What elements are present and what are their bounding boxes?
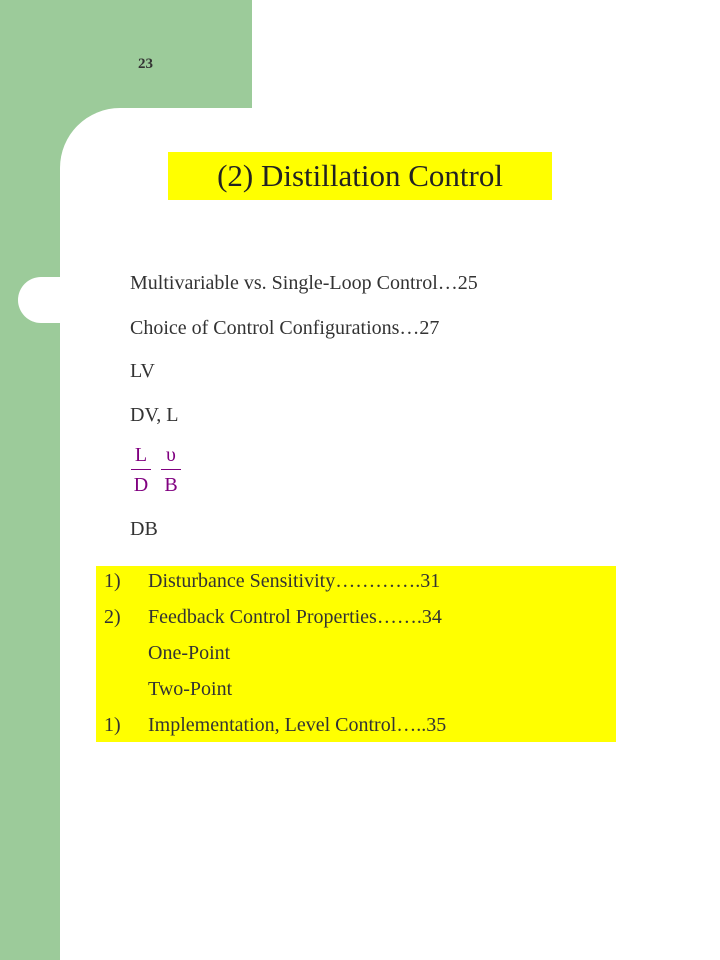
side-tab: [18, 277, 78, 323]
fraction-bar: [161, 469, 181, 470]
list-item-disturbance: Disturbance Sensitivity………….31: [148, 570, 441, 592]
sidebar-green-strip: [0, 0, 60, 960]
fraction-numerator-v: υ: [166, 444, 176, 466]
header-green-block: [0, 0, 252, 108]
fraction-numerator-l: L: [134, 444, 148, 466]
list-item-feedback: Feedback Control Properties…….34: [148, 606, 442, 628]
fraction-l-over-d: [130, 444, 152, 496]
page-number: 23: [138, 56, 153, 72]
list-item-number: 1): [104, 570, 121, 592]
fraction-denominator-d: D: [133, 474, 149, 496]
list-item-two-point: Two-Point: [148, 678, 233, 700]
outline-item-configurations: Choice of Control Configurations…27: [130, 317, 440, 339]
outline-item-db: DB: [130, 518, 158, 540]
fraction-denominator-b: B: [164, 474, 178, 496]
outline-item-lv: LV: [130, 360, 155, 382]
title-banner: [168, 152, 552, 200]
content-panel-corner: [60, 108, 180, 228]
highlight-list-box: [96, 566, 616, 742]
slide-title: (2) Distillation Control: [217, 158, 503, 193]
ratio-fractions: [130, 444, 182, 496]
outline-item-dv-l: DV, L: [130, 404, 179, 426]
list-item-one-point: One-Point: [148, 642, 231, 664]
list-item-number: 1): [104, 714, 121, 736]
list-item-implementation: Implementation, Level Control…..35: [148, 714, 447, 736]
outline-item-multivariable: Multivariable vs. Single-Loop Control…25: [130, 272, 478, 294]
fraction-bar: [131, 469, 151, 470]
fraction-v-over-b: [160, 444, 182, 496]
list-item-number: 2): [104, 606, 121, 628]
